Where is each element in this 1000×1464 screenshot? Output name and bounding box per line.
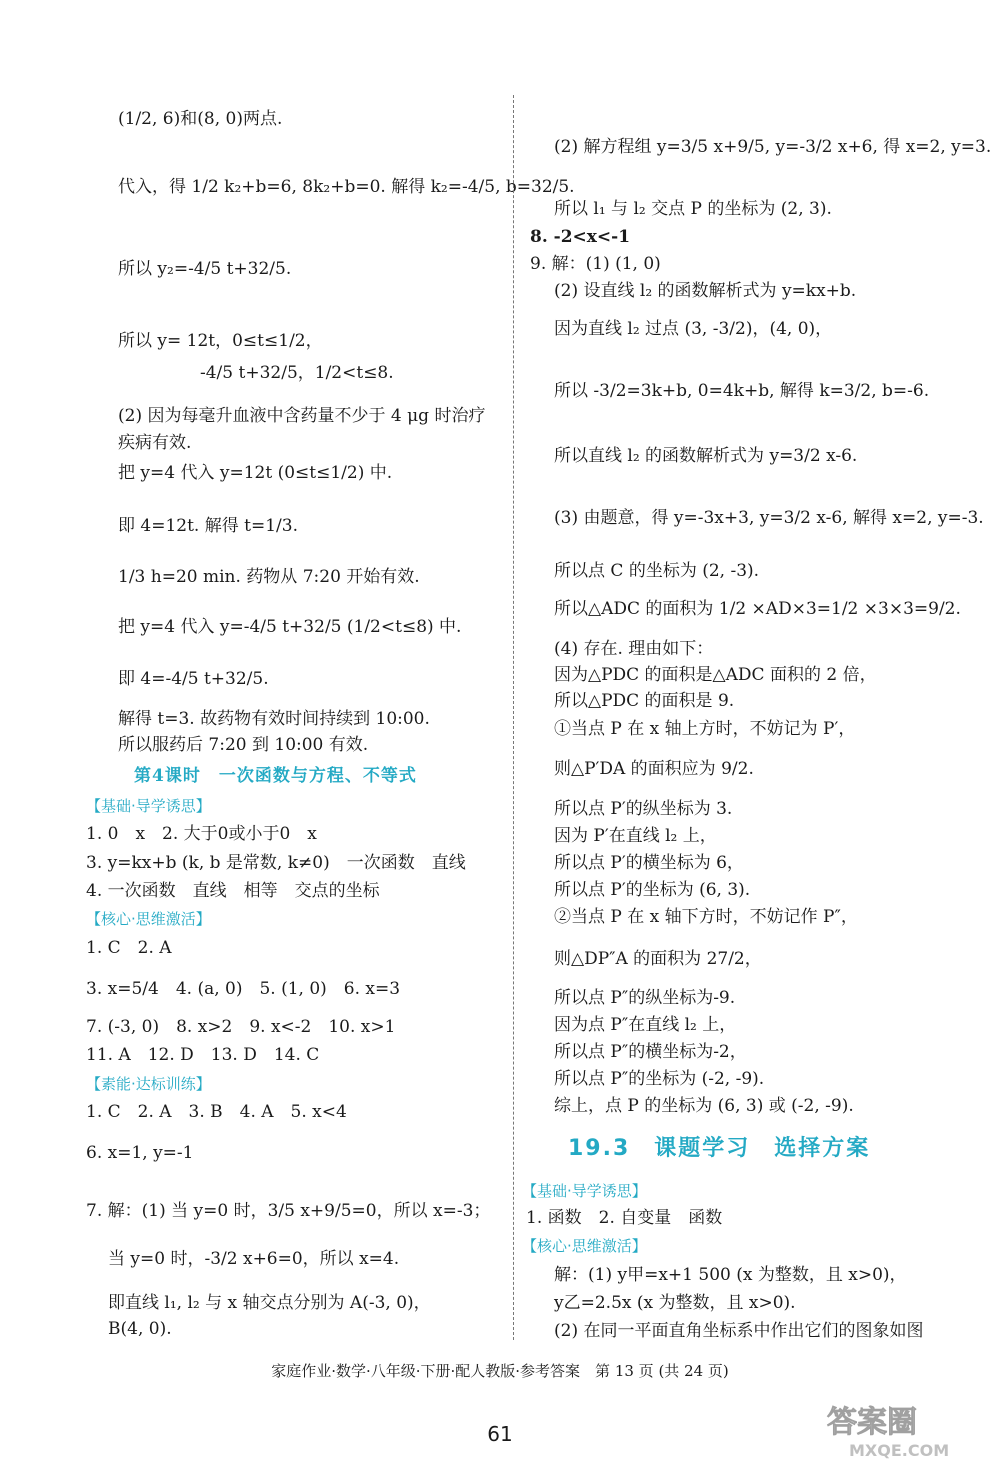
text-line: 把 y=4 代入 y=12t (0≤t≤1/2) 中. bbox=[118, 463, 393, 483]
text-line: 当 y=0 时，-3/2 x+6=0，所以 x=4. bbox=[108, 1249, 400, 1269]
text-line: 所以点 P′的纵坐标为 3. bbox=[554, 799, 733, 819]
section-header-basic: 【基础·导学诱思】 bbox=[522, 1182, 647, 1200]
text-line: 解：(1) y甲=x+1 500 (x 为整数，且 x>0)， bbox=[554, 1265, 907, 1285]
text-line: 1. 0 x 2. 大于0或小于0 x bbox=[86, 824, 317, 844]
text-line: (2) 因为每毫升血液中含药量不少于 4 μg 时治疗 bbox=[118, 406, 486, 426]
text-line: 因为点 P″在直线 l₂ 上， bbox=[554, 1015, 737, 1035]
svg-text:MXQE.COM: MXQE.COM bbox=[849, 1441, 950, 1460]
text-line: 1. 函数 2. 自变量 函数 bbox=[526, 1208, 723, 1228]
text-line: (2) 设直线 l₂ 的函数解析式为 y=kx+b. bbox=[554, 281, 857, 301]
text-line: (2) 在同一平面直角坐标系中作出它们的图象如图 bbox=[554, 1321, 924, 1341]
text-line: ①当点 P 在 x 轴上方时，不妨记为 P′， bbox=[554, 719, 856, 739]
page-footer: 家庭作业·数学·八年级·下册·配人教版·参考答案 第 13 页 (共 24 页) bbox=[271, 1362, 729, 1380]
text-line: 所以点 P″的纵坐标为-9. bbox=[554, 988, 736, 1008]
text-line: B(4, 0). bbox=[108, 1319, 172, 1339]
text-line: 3. y=kx+b (k, b 是常数, k≠0) 一次函数 直线 bbox=[86, 853, 466, 873]
section-header-core: 【核心·思维激活】 bbox=[86, 910, 211, 928]
text-line: 所以 -3/2=3k+b, 0=4k+b, 解得 k=3/2, b=-6. bbox=[554, 381, 930, 401]
text-line: 9. 解：(1) (1, 0) bbox=[530, 254, 661, 274]
section-heading: 19.3 课题学习 选择方案 bbox=[568, 1136, 871, 1161]
text-line: 所以 y= 12t，0≤t≤1/2， bbox=[118, 331, 323, 351]
text-line: 因为△PDC 的面积是△ADC 面积的 2 倍， bbox=[554, 665, 877, 685]
text-line: 则△DP″A 的面积为 27/2， bbox=[554, 949, 762, 969]
text-line: 7. 解：(1) 当 y=0 时，3/5 x+9/5=0，所以 x=-3； bbox=[86, 1201, 491, 1221]
lesson-title: 第4课时 一次函数与方程、不等式 bbox=[134, 766, 417, 786]
text-line: 7. (-3, 0) 8. x>2 9. x<-2 10. x>1 bbox=[86, 1017, 396, 1037]
section-header-ability: 【素能·达标训练】 bbox=[86, 1075, 211, 1093]
column-divider bbox=[513, 95, 514, 1340]
text-line: 解得 t=3. 故药物有效时间持续到 10:00. bbox=[118, 709, 430, 729]
watermark-logo bbox=[823, 1398, 978, 1460]
svg-text:答案圈: 答案圈 bbox=[827, 1405, 917, 1440]
text-line: 所以 y₂=-4/5 t+32/5. bbox=[118, 259, 292, 279]
text-line: 所以△PDC 的面积是 9. bbox=[554, 691, 735, 711]
text-line: 11. A 12. D 13. D 14. C bbox=[86, 1045, 320, 1065]
section-header-core: 【核心·思维激活】 bbox=[522, 1237, 647, 1255]
text-line: 所以点 P′的坐标为 (6, 3). bbox=[554, 880, 751, 900]
text-line: ②当点 P 在 x 轴下方时，不妨记作 P″， bbox=[554, 907, 858, 927]
text-line: 把 y=4 代入 y=-4/5 t+32/5 (1/2<t≤8) 中. bbox=[118, 617, 462, 637]
text-line: 因为 P′在直线 l₂ 上， bbox=[554, 826, 717, 846]
text-line: 所以△ADC 的面积为 1/2 ×AD×3=1/2 ×3×3=9/2. bbox=[554, 599, 961, 619]
page-number: 61 bbox=[487, 1422, 513, 1446]
text-line: -4/5 t+32/5，1/2<t≤8. bbox=[200, 363, 394, 383]
text-line: 即直线 l₁, l₂ 与 x 轴交点分别为 A(-3, 0)， bbox=[108, 1293, 431, 1313]
text-line: 所以点 C 的坐标为 (2, -3). bbox=[554, 561, 760, 581]
text-line: 所以 l₁ 与 l₂ 交点 P 的坐标为 (2, 3). bbox=[554, 199, 832, 219]
text-line: 综上，点 P 的坐标为 (6, 3) 或 (-2, -9). bbox=[554, 1096, 854, 1116]
text-line: 即 4=-4/5 t+32/5. bbox=[118, 669, 269, 689]
text-line: 所以点 P″的横坐标为-2， bbox=[554, 1042, 747, 1062]
text-line: 所以点 P″的坐标为 (-2, -9). bbox=[554, 1069, 765, 1089]
text-line: 代入，得 1/2 k₂+b=6, 8k₂+b=0. 解得 k₂=-4/5, b=32/5. bbox=[118, 177, 575, 197]
text-line: 所以直线 l₂ 的函数解析式为 y=3/2 x-6. bbox=[554, 446, 858, 466]
text-line: 8. -2<x<-1 bbox=[530, 227, 631, 247]
text-line: 1. C 2. A bbox=[86, 938, 172, 958]
text-line: 所以点 P′的横坐标为 6， bbox=[554, 853, 744, 873]
section-header-basic: 【基础·导学诱思】 bbox=[86, 797, 211, 815]
text-line: (2) 解方程组 y=3/5 x+9/5, y=-3/2 x+6, 得 x=2, y=3. bbox=[554, 137, 992, 157]
text-line: (4) 存在. 理由如下： bbox=[554, 639, 714, 659]
text-line: 1/3 h=20 min. 药物从 7:20 开始有效. bbox=[118, 567, 420, 587]
text-line: 则△P′DA 的面积应为 9/2. bbox=[554, 759, 754, 779]
text-line: 3. x=5/4 4. (a, 0) 5. (1, 0) 6. x=3 bbox=[86, 979, 401, 999]
text-line: 即 4=12t. 解得 t=1/3. bbox=[118, 516, 298, 536]
text-line: 6. x=1, y=-1 bbox=[86, 1143, 194, 1163]
text-line: y乙=2.5x (x 为整数，且 x>0). bbox=[554, 1293, 796, 1313]
text-line: 1. C 2. A 3. B 4. A 5. x<4 bbox=[86, 1102, 347, 1122]
text-line: 因为直线 l₂ 过点 (3, -3/2)，(4, 0)， bbox=[554, 319, 833, 339]
text-line: (3) 由题意，得 y=-3x+3, y=3/2 x-6, 解得 x=2, y=-3. bbox=[554, 508, 984, 528]
text-line: (1/2, 6)和(8, 0)两点. bbox=[118, 109, 283, 129]
text-line: 所以服药后 7:20 到 10:00 有效. bbox=[118, 735, 369, 755]
text-line: 4. 一次函数 直线 相等 交点的坐标 bbox=[86, 881, 380, 901]
text-line: 疾病有效. bbox=[118, 433, 192, 453]
